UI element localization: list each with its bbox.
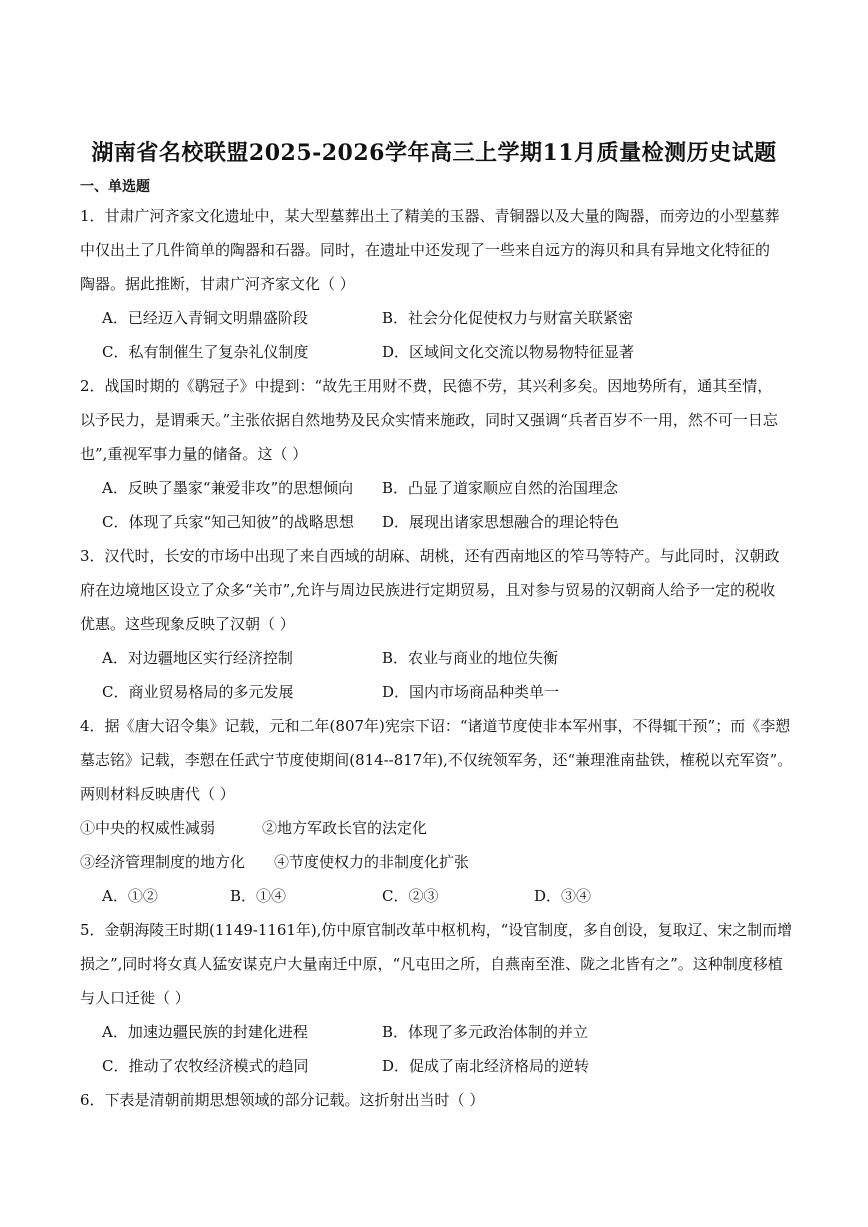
page-title: 湖南省名校联盟2025-2026学年高三上学期11月质量检测历史试题	[91, 140, 777, 166]
q4-line-1: 4．据《唐大诏令集》记载，元和二年(807年)宪宗下诏：“诸道节度使非本军州事，不得辄干预”；而《李愬	[80, 717, 791, 735]
q1-line-1: 1．甘肃广河齐家文化遗址中，某大型墓葬出土了精美的玉器、青铜器以及大量的陶器，而旁边的小型墓葬	[80, 207, 780, 225]
q5-option-d[interactable]: D．促成了南北经济格局的逆转	[382, 1057, 590, 1075]
q2-option-b[interactable]: B．凸显了道家顺应自然的治国理念	[382, 479, 619, 497]
q4-option-a[interactable]: A．①②	[102, 887, 158, 905]
q6-line-1: 6．下表是清朝前期思想领域的部分记载。这折射出当时（ ）	[80, 1091, 485, 1109]
q2-option-d[interactable]: D．展现出诸家思想融合的理论特色	[382, 513, 620, 531]
q2-line-1: 2．战国时期的《鹖冠子》中提到：“故先王用财不费，民德不劳，其兴利多矣。因地势所有，通其至情，	[80, 377, 773, 395]
q1-line-2: 中仅出土了几件简单的陶器和石器。同时，在遗址中还发现了一些来自远方的海贝和具有异地文化特征的	[80, 241, 771, 259]
q5-option-b[interactable]: B．体现了多元政治体制的并立	[382, 1023, 589, 1041]
q2-option-c[interactable]: C．体现了兵家“知己知彼”的战略思想	[102, 513, 354, 531]
section-heading: 一、单选题	[80, 179, 150, 195]
q2-option-a[interactable]: A．反映了墨家“兼爱非攻”的思想倾向	[102, 479, 354, 497]
q3-line-1: 3．汉代时，长安的市场中出现了来自西域的胡麻、胡桃，还有西南地区的笮马等特产。与此同时，汉朝政	[80, 547, 780, 565]
q4-item-1: ①中央的权威性减弱	[80, 819, 216, 837]
q3-option-d[interactable]: D．国内市场商品种类单一	[382, 683, 560, 701]
q2-line-2: 以予民力，是谓乘天。”主张依据自然地势及民众实情来施政，同时又强调“兵者百岁不一用，然不可一日忘	[80, 411, 778, 429]
q4-item-2: ②地方军政长官的法定化	[262, 819, 428, 837]
q4-item-3: ③经济管理制度的地方化	[80, 853, 246, 871]
q3-option-a[interactable]: A．对边疆地区实行经济控制	[102, 649, 293, 667]
q5-line-3: 与人口迁徙（ ）	[80, 989, 190, 1007]
q3-option-c[interactable]: C．商业贸易格局的多元发展	[102, 683, 294, 701]
q3-line-3: 优惠。这些现象反映了汉朝（ ）	[80, 615, 295, 633]
q2-line-3: 也”,重视军事力量的储备。这（ ）	[80, 445, 308, 463]
q4-line-3: 两则材料反映唐代（ ）	[80, 785, 235, 803]
q1-option-b[interactable]: B．社会分化促使权力与财富关联紧密	[382, 309, 634, 327]
q1-option-c[interactable]: C．私有制催生了复杂礼仪制度	[102, 343, 309, 361]
q4-option-d[interactable]: D．③④	[534, 887, 592, 905]
q5-line-1: 5．金朝海陵王时期(1149-1161年),仿中原官制改革中枢机构，“设官制度，多自创设，复取辽、宋之制而增	[80, 921, 793, 939]
q4-option-c[interactable]: C．②③	[382, 887, 439, 905]
q4-line-2: 墓志铭》记载，李愬在任武宁节度使期间(814--817年),不仅统领军务，还“兼理淮南盐铁，榷税以充军资”。	[80, 751, 793, 769]
q1-option-a[interactable]: A．已经迈入青铜文明鼎盛阶段	[102, 309, 308, 327]
q3-option-b[interactable]: B．农业与商业的地位失衡	[382, 649, 559, 667]
q4-option-b[interactable]: B．①④	[230, 887, 287, 905]
q3-line-2: 府在边境地区设立了众多“关市”,允许与周边民族进行定期贸易，且对参与贸易的汉朝商人给予一定的税收	[80, 581, 776, 599]
q5-option-c[interactable]: C．推动了农牧经济模式的趋同	[102, 1057, 309, 1075]
q1-option-d[interactable]: D．区域间文化交流以物易物特征显著	[382, 343, 635, 361]
q4-item-4: ④节度使权力的非制度化扩张	[274, 853, 470, 871]
q1-line-3: 陶器。据此推断，甘肃广河齐家文化（ ）	[80, 275, 355, 293]
q5-line-2: 损之”,同时将女真人猛安谋克户大量南迁中原，“凡屯田之所，自燕南至淮、陇之北皆有之”。这种制度移植	[80, 955, 783, 973]
q5-option-a[interactable]: A．加速边疆民族的封建化进程	[102, 1023, 308, 1041]
